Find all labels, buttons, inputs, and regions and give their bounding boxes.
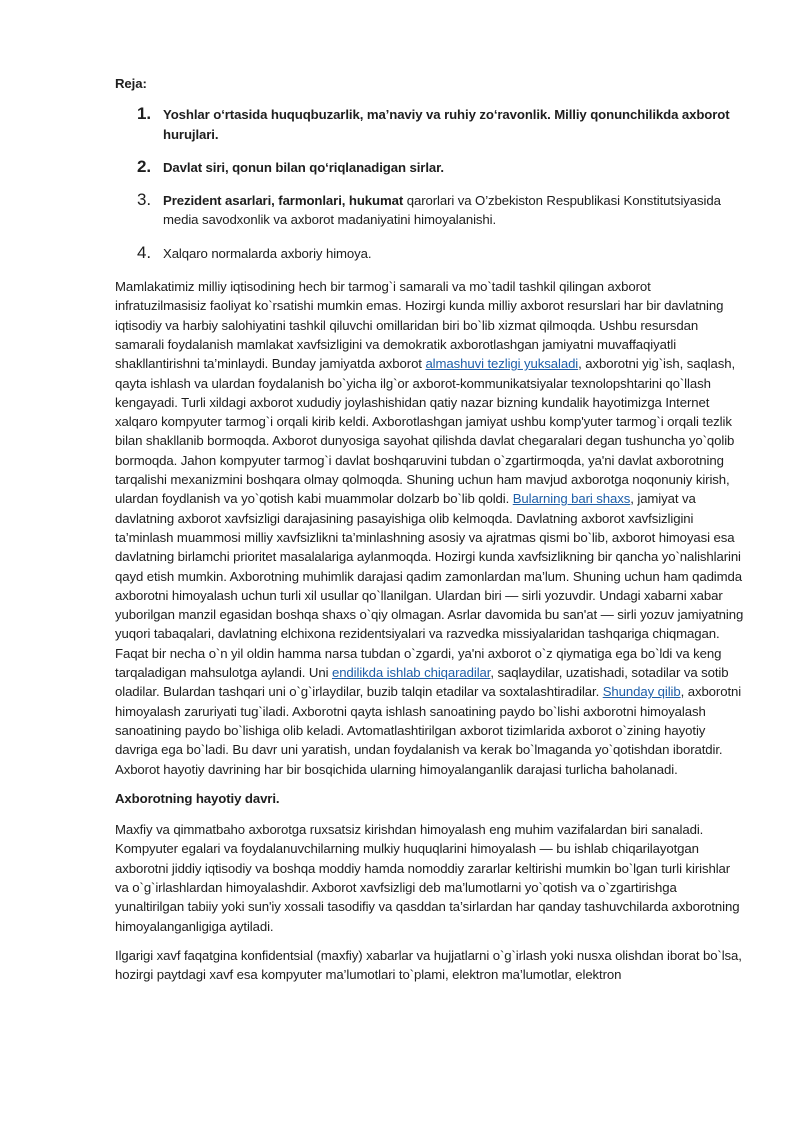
plan-item-2 (115, 158, 745, 177)
paragraph-text: , saqlaydilar, uzatishadi, sotadilar va sotib oladilar. Bulardan tashqari uni o`g`irlaydilar, buzib talqin etadilar va soxtalashtiradilar. (115, 665, 729, 700)
plan-item-bold: Davlat siri, qonun bilan qo‘riqlanadigan sirlar. (163, 159, 444, 175)
plan-list (115, 105, 745, 263)
inline-link[interactable]: Bularning bari shaxs (512, 491, 631, 507)
plan-item-text: qarorlari va O’zbekiston Respublikasi Konstitutsiyasida media savodxonlik va axborot madaniyatini himoyalanishi. (163, 193, 721, 228)
plan-item-3 (115, 191, 745, 230)
body-paragraph-2: Maxfiy va qimmatbaho axborotga ruxsatsiz kirishdan himoyalash eng muhim vazifalardan biri sanaladi. Kompyuter egalari va foydalanuvchilarning mulkiy huquqlarini himoyalash — bu ishlab chiqarilayotgan axborotni jiddiy iqtisodiy va boshqa moddiy hamda nomoddiy zararlar keltirishi mumkin bo`lgan turli kirishlar va o`g`irlashlardan himoyalashdir. Axborot xavfsizligi deb ma’lumotlarni yo`qotish va o`zgartirishga yunaltirilgan tabiiy yoki sun'iy xossali tasodifiy va qasddan ta’sirlardan har qanday tashuvchilarda axborotning himoyalanganligiga aytiladi. (115, 822, 740, 934)
plan-item-number: 3. (137, 190, 151, 210)
plan-item-number: 4. (137, 242, 151, 262)
plan-item-number: 1. (137, 104, 151, 124)
paragraph-text: Mamlakatimiz milliy iqtisodining hech bir tarmog`i samarali va mo`tadil tashkil qilingan axborot infratuzilmasisiz faoliyat ko`rsatishi mumkin emas. Hozirgi kunda milliy axborot resurslari har bir davlatning iqtisodiy va harbiy salohiyatini tashkil qiluvchi omillaridan biri bo`lib xizmat qilmoqda. Ushbu resursdan samarali foydalanish mamlakat xavfsizligini va demokratik axborotlashgan jamiyatni muvaffaqiyatli shakllantirishni ta’minlaydi. Bunday jamiyatda axborot (115, 279, 724, 372)
body-paragraph-1 (115, 277, 745, 779)
body-paragraph-3: Ilgarigi xavf faqatgina konfidentsial (maxfiy) xabarlar va hujjatlarni o`g`irlash yoki nusxa olishdan iborat bo`lsa, hozirgi paytdagi xavf esa kompyuter ma’lumotlari to`plami, elektron ma’lumotlar, elektron (115, 947, 742, 983)
plan-item-bold: Yoshlar o‘rtasida huquqbuzarlik, ma’naviy va ruhiy zo‘ravonlik. Milliy qonunchilikda axborot hurujlari. (163, 107, 730, 142)
document-page (115, 74, 745, 994)
plan-item-text: Xalqaro normalarda axboriy himoya. (163, 245, 372, 261)
paragraph-text: , axborotni himoyalash zaruriyati tug`iladi. Axborotni qayta ishlash sanoatining paydo bo`lishi axborotni himoyalash sanoatining paydo bo`lishiga olib keladi. Avtomatlashtirilgan axborot tizimlarida axborot o`zining hayotiy davriga ega bo`ladi. Bu davr uni yaratish, undan foydalanish va kerak bo`lmaganda yo`qotishdan iboratdir. Axborot hayotiy davrining har bir bosqichida ularning himoyalanganlik darajasi turlicha baholanadi. (115, 684, 742, 777)
inline-link[interactable]: endilikda ishlab chiqaradilar (331, 665, 491, 681)
section-heading: Axborotning hayotiy davri. (115, 790, 280, 806)
paragraph-text: , jamiyat va davlatning axborot xavfsizligi darajasining pasayishiga olib kelmoqda. Davlatning axborot xavfsizligini ta’minlash muammosi milliy xavfsizlikni ta’minlashning asosiy va ajratmas qismi bo`lib, axborot himoyasi esa davlatning birlamchi prioritet masalalariga aylanmoqda. Hozirgi kunda xavfsizlikning bir qancha yo`nalishlarini qayd etish mumkin. Axborotning muhimlik darajasi qadim zamonlardan ma’lum. Shuning uchun ham qadimda axborotni himoyalash uchun turli xil usullar qo`llanilgan. Ulardan biri — sirli yozuvdir. Undagi xabarni xabar yuborilgan manzil egasidan boshqa shaxs o`qiy olmagan. Asrlar davomida bu san'at — sirli yozuv jamiyatning yuqori tabaqalari, davlatning elchixona rezidentsiyalari va razvedka missiyalaridan tashqariga chiqmagan. Faqat bir necha o`n yil oldin hamma narsa tubdan o`zgardi, ya'ni axborot o`z qiymatiga ega bo`ldi va keng tarqaladigan mahsulotga aylandi. Uni (115, 491, 744, 681)
plan-item-4 (115, 244, 745, 263)
plan-item-bold: Prezident asarlari, farmonlari, hukumat (163, 193, 404, 209)
inline-link[interactable]: Shunday qilib (602, 684, 681, 700)
plan-item-number: 2. (137, 156, 151, 176)
paragraph-text: , axborotni yig`ish, saqlash, qayta ishlash va ulardan foydalanish bo`yicha ilg`or axborot-kommunikatsiyalar texnolopshtarini qo`llash kengayadi. Turli xildagi axborot xududiy joylashishidan qatiy nazar bizning kundalik hayotimizga Internet xalqaro kompyuter tarmog`i orqali kirib keldi. Axborotlashgan jamiyat ushbu komp'yuter tarmog`i orqali tezlik bilan shakllanib bormoqda. Axborot dunyosiga sayohat qilishda davlat chegaralari degan tushuncha yo`qolib bormoqda. Jahon kompyuter tarmog`i davlat boshqaruvini tubdan o`zgartirmoqda, ya'ni davlat axborotning tarqalishi mexanizmini boshqara olmay qolmoqda. Shuning uchun ham mavjud axborotga noqonuniy kirish, ulardan foydlanish va yo`qotish kabi muammolar dolzarb bo`lib qoldi. (115, 356, 736, 507)
inline-link[interactable]: almashuvi tezligi yuksaladi (425, 356, 579, 372)
plan-heading: Reja: (115, 76, 147, 91)
plan-item-1 (115, 105, 745, 144)
